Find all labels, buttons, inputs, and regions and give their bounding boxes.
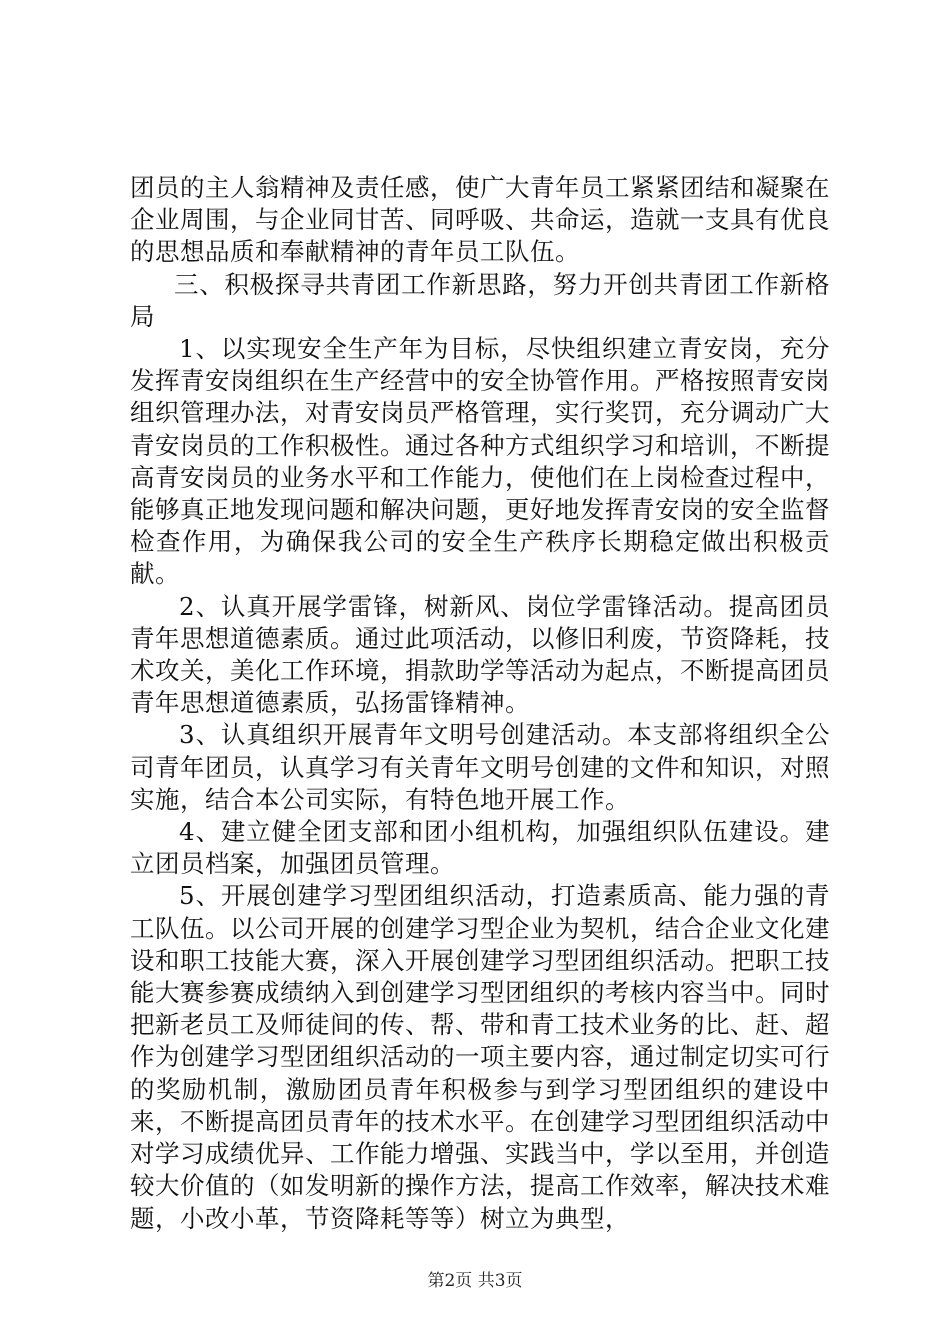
paragraph-item-5: 5、开展创建学习型团组织活动，打造素质高、能力强的青工队伍。以公司开展的创建学习型企业为契机，结合企业文化建设和职工技能大赛，深入开展创建学习型团组织活动。把职工技能大赛参赛成绩纳入到创建学习型团组织的考核内容当中。同时把新老员工及师徒间的传、帮、带和青工技术业务的比、赶、超作为创建学习型团组织活动的一项主要内容，通过制定切实可行的奖励机制，激励团员青年积极参与到学习型团组织的建设中来，不断提高团员青年的技术水平。在创建学习型团组织活动中对学习成绩优异、工作能力增强、实践当中，学以至用，并创造较大价值的（如发明新的操作方法，提高工作效率，解决技术难题，小改小革，节资降耗等等）树立为典型， [130, 881, 830, 1233]
paragraph-item-2: 2、认真开展学雷锋，树新风、岗位学雷锋活动。提高团员青年思想道德素质。通过此项活动，以修旧利废，节资降耗，技术攻关，美化工作环境，捐款助学等活动为起点，不断提高团员青年思想道德素质，弘扬雷锋精神。 [130, 591, 830, 718]
page-footer: 第2页 共3页 [427, 1271, 523, 1291]
section-heading: 三、积极探寻共青团工作新思路，努力开创共青团工作新格局 [130, 269, 830, 331]
paragraph-continuation: 团员的主人翁精神及责任感，使广大青年员工紧紧团结和凝聚在企业周围，与企业同甘苦、同呼吸、共命运，造就一支具有优良的思想品质和奉献精神的青年员工队伍。 [130, 173, 830, 267]
paragraph-item-1: 1、以实现安全生产年为目标，尽快组织建立青安岗，充分发挥青安岗组织在生产经营中的安全协管作用。严格按照青安岗组织管理办法，对青安岗员严格管理，实行奖罚，充分调动广大青安岗员的工作积极性。通过各种方式组织学习和培训，不断提高青安岗员的业务水平和工作能力，使他们在上岗检查过程中，能够真正地发现问题和解决问题，更好地发挥青安岗的安全监督检查作用，为确保我公司的安全生产秩序长期稳定做出积极贡献。 [130, 334, 830, 589]
paragraph-item-4: 4、建立健全团支部和团小组机构，加强组织队伍建设。建立团员档案，加强团员管理。 [130, 817, 830, 879]
document-body [130, 172, 830, 1235]
paragraph-item-3: 3、认真组织开展青年文明号创建活动。本支部将组织全公司青年团员，认真学习有关青年文明号创建的文件和知识，对照实施，结合本公司实际，有特色地开展工作。 [130, 720, 830, 814]
